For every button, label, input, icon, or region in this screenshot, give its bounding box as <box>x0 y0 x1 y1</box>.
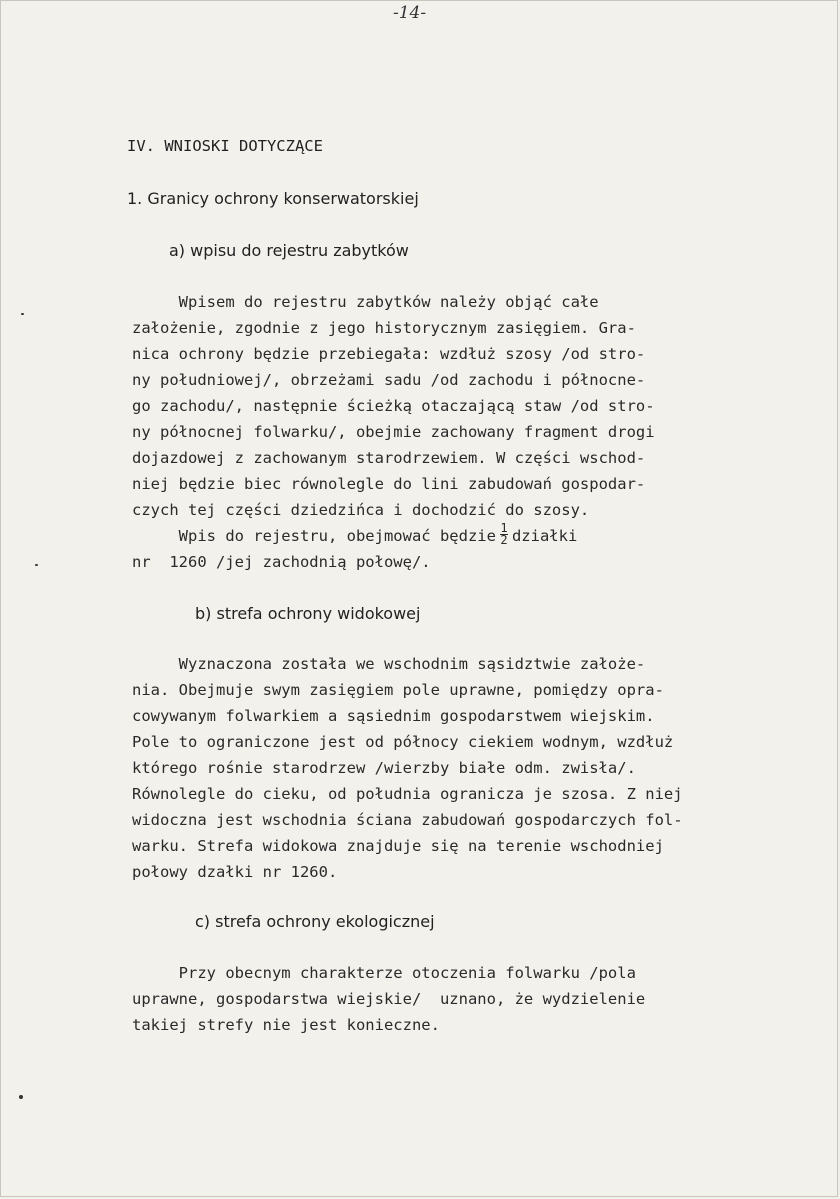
text-line: założenie, zgodnie z jego historycznym zasięgiem. Gra- <box>132 319 636 337</box>
subsection-heading: 1. Granicy ochrony konserwatorskiej <box>127 189 419 208</box>
text-line: czych tej części dziedzińca i dochodzić do szosy. <box>132 501 590 519</box>
text-line-with-fraction <box>132 523 655 549</box>
text-line: nia. Obejmuje swym zasięgiem pole uprawne, pomiędzy opra- <box>132 681 664 699</box>
scan-speck <box>35 564 38 566</box>
wpis-text: Wpis do rejestru, obejmować będzie <box>132 527 496 545</box>
page-number: -14- <box>393 3 427 23</box>
text-line: Równolegle do cieku, od południa ogranicza je szosa. Z niej <box>132 785 683 803</box>
scan-speck <box>19 1095 23 1099</box>
text-line: Pole to ograniczone jest od północy ciekiem wodnym, wzdłuż <box>132 733 674 751</box>
section-heading: IV. WNIOSKI DOTYCZĄCE <box>127 137 323 155</box>
text-line: ny północnej folwarku/, obejmie zachowany fragment drogi <box>132 423 655 441</box>
text-line: warku. Strefa widokowa znajduje się na terenie wschodniej <box>132 837 664 855</box>
wpis-text-after: działki <box>511 527 578 545</box>
paragraph-view-zone <box>132 651 683 885</box>
paragraph-registry <box>132 289 655 575</box>
text-line: takiej strefy nie jest konieczne. <box>132 1016 440 1034</box>
text-line: niej będzie biec równolegle do lini zabudowań gospodar- <box>132 475 646 493</box>
text-line: Wpisem do rejestru zabytków należy objąć całe <box>132 293 599 311</box>
text-line: ny południowej/, obrzeżami sadu /od zachodu i północne- <box>132 371 646 389</box>
text-line: cowywanym folwarkiem a sąsiednim gospodarstwem wiejskim. <box>132 707 655 725</box>
fraction-half <box>500 523 508 546</box>
text-line: połowy dzałki nr 1260. <box>132 863 338 881</box>
text-line: nr 1260 /jej zachodnią połowę/. <box>132 553 431 571</box>
text-line: nica ochrony będzie przebiegała: wzdłuż szosy /od stro- <box>132 345 646 363</box>
subsection-a-heading: a) wpisu do rejestru zabytków <box>169 241 409 260</box>
fraction-denominator: 2 <box>500 533 508 547</box>
text-line: którego rośnie starodrzew /wierzby białe odm. zwisła/. <box>132 759 636 777</box>
subsection-c-heading: c) strefa ochrony ekologicznej <box>195 912 435 931</box>
text-line: uprawne, gospodarstwa wiejskie/ uznano, że wydzielenie <box>132 990 646 1008</box>
scan-speck <box>21 313 24 315</box>
fraction-numerator: 1 <box>500 521 508 535</box>
text-line: widoczna jest wschodnia ściana zabudowań gospodarczych fol- <box>132 811 683 829</box>
text-line: Wyznaczona została we wschodnim sąsidztwie założe- <box>132 655 646 673</box>
paragraph-ecology-zone <box>132 960 645 1038</box>
text-line: Przy obecnym charakterze otoczenia folwarku /pola <box>132 964 636 982</box>
text-line: dojazdowej z zachowanym starodrzewiem. W części wschod- <box>132 449 646 467</box>
subsection-b-heading: b) strefa ochrony widokowej <box>195 604 421 623</box>
text-line: go zachodu/, następnie ścieżką otaczającą staw /od stro- <box>132 397 655 415</box>
